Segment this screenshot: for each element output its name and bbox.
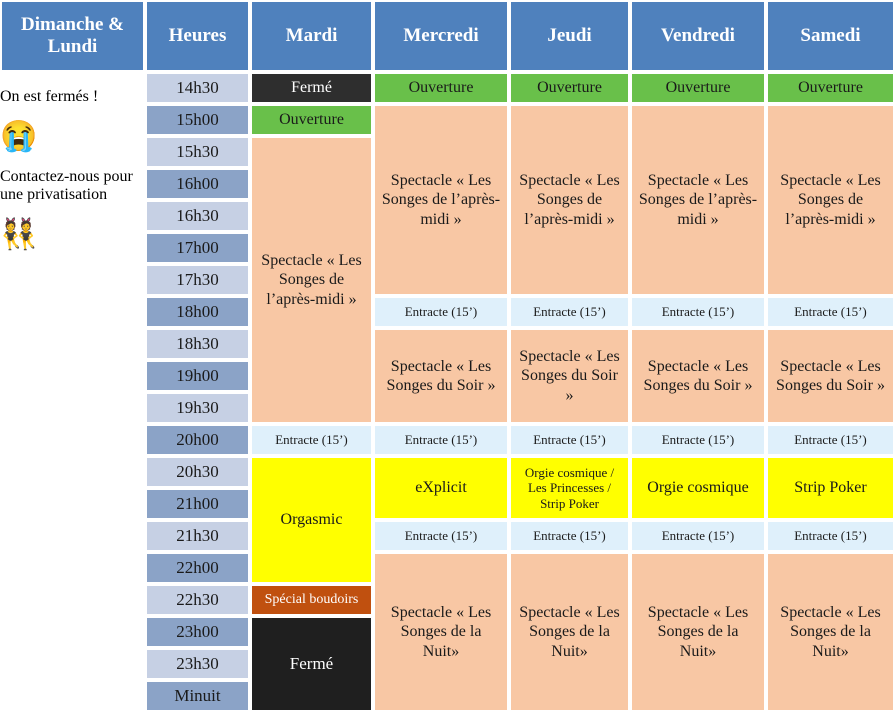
column-hours [145,0,250,713]
schedule-event[interactable]: Spectacle « Les Songes de la Nuit» [509,552,630,712]
privatisation-message: Contactez-nous pour une privatisation [0,168,133,203]
hour-cell: 17h30 [145,264,250,296]
column-header-vendredi: Vendredi [630,0,766,72]
schedule-event[interactable]: Spectacle « Les Songes du Soir » [630,328,766,424]
hour-cell: 18h30 [145,328,250,360]
hour-cell: 22h30 [145,584,250,616]
hour-cell: 20h30 [145,456,250,488]
schedule-event[interactable]: Spectacle « Les Songes de la Nuit» [373,552,509,712]
schedule-event[interactable]: Ouverture [630,72,766,104]
hour-cell: 21h30 [145,520,250,552]
closed-message-line1: On est fermés ! [0,88,99,105]
column-header-samedi: Samedi [766,0,895,72]
closed-message-block [0,88,145,152]
schedule-event[interactable]: Strip Poker [766,456,895,520]
closed-days-message [0,72,145,712]
hour-cell: 14h30 [145,72,250,104]
schedule-event[interactable]: Entracte (15’) [373,424,509,456]
schedule-event[interactable]: Spectacle « Les Songes de l’après-midi » [630,104,766,296]
column-dimanche-lundi [0,0,145,713]
schedule-event[interactable]: Entracte (15’) [373,296,509,328]
hour-cell: 17h00 [145,232,250,264]
hour-cell: 15h00 [145,104,250,136]
schedule-event[interactable]: Entracte (15’) [509,520,630,552]
column-header-mardi: Mardi [250,0,373,72]
hour-cell: 23h00 [145,616,250,648]
schedule-event[interactable]: Entracte (15’) [509,296,630,328]
schedule-event[interactable]: Ouverture [250,104,373,136]
schedule-event[interactable]: Entracte (15’) [630,424,766,456]
schedule-event[interactable]: Spécial boudoirs [250,584,373,616]
schedule-event[interactable]: Ouverture [509,72,630,104]
schedule-event[interactable]: Ouverture [766,72,895,104]
crying-face-icon: 😭 [0,120,38,153]
schedule-event[interactable]: Spectacle « Les Songes de l’après-midi » [509,104,630,296]
schedule-event[interactable]: Orgie cosmique [630,456,766,520]
hour-cell: Minuit [145,680,250,712]
hour-cell: 19h30 [145,392,250,424]
hour-cell: 16h30 [145,200,250,232]
column-header-hours: Heures [145,0,250,72]
schedule-event[interactable]: Entracte (15’) [630,520,766,552]
privatisation-block [0,168,145,250]
schedule-event[interactable]: Spectacle « Les Songes du Soir » [373,328,509,424]
schedule-event[interactable]: Spectacle « Les Songes du Soir » [766,328,895,424]
hour-cell: 19h00 [145,360,250,392]
dancers-icon: 👯 [0,218,38,251]
column-header-jeudi: Jeudi [509,0,630,72]
schedule-event[interactable]: Entracte (15’) [509,424,630,456]
column-header-mercredi: Mercredi [373,0,509,72]
hour-cell: 23h30 [145,648,250,680]
hour-cell: 16h00 [145,168,250,200]
schedule-event[interactable]: Orgasmic [250,456,373,584]
schedule-event[interactable]: Spectacle « Les Songes de l’après-midi » [250,136,373,424]
schedule-event[interactable]: Entracte (15’) [766,296,895,328]
schedule-event[interactable]: Spectacle « Les Songes de la Nuit» [766,552,895,712]
column-mardi [250,0,373,713]
column-header-dimanche-lundi: Dimanche & Lundi [0,0,145,72]
schedule-event[interactable]: Entracte (15’) [373,520,509,552]
schedule-event[interactable]: Entracte (15’) [250,424,373,456]
schedule-event[interactable]: Spectacle « Les Songes de l’après-midi » [766,104,895,296]
schedule-event[interactable]: Fermé [250,616,373,712]
schedule-event[interactable]: Spectacle « Les Songes du Soir » [509,328,630,424]
column-samedi [766,0,895,713]
hour-cell: 15h30 [145,136,250,168]
schedule-event[interactable]: Entracte (15’) [630,296,766,328]
hour-cell: 20h00 [145,424,250,456]
column-jeudi [509,0,630,713]
column-mercredi [373,0,509,713]
schedule-event[interactable]: Spectacle « Les Songes de l’après-midi » [373,104,509,296]
hour-cell: 22h00 [145,552,250,584]
column-vendredi [630,0,766,713]
schedule-event[interactable]: Fermé [250,72,373,104]
schedule-event[interactable]: Entracte (15’) [766,424,895,456]
schedule-event[interactable]: Orgie cosmique / Les Princesses / Strip Poker [509,456,630,520]
schedule-event[interactable]: Ouverture [373,72,509,104]
schedule-event[interactable]: Spectacle « Les Songes de la Nuit» [630,552,766,712]
hour-cell: 18h00 [145,296,250,328]
schedule-event[interactable]: eXplicit [373,456,509,520]
hour-cell: 21h00 [145,488,250,520]
schedule-event[interactable]: Entracte (15’) [766,520,895,552]
